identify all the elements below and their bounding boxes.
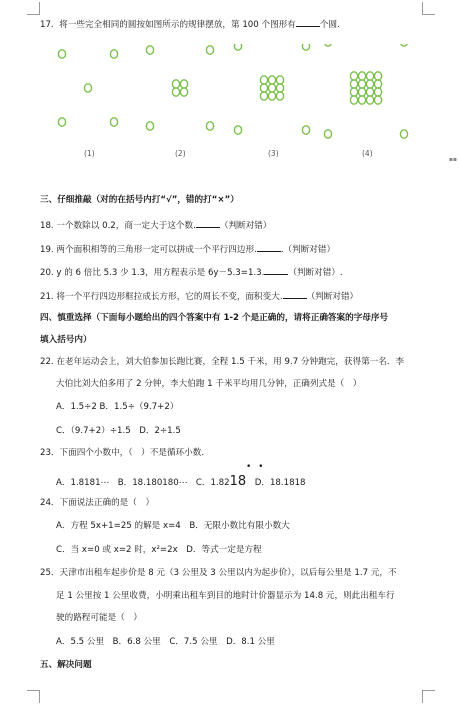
repeating-decimal-dots: • • [246, 462, 266, 472]
pattern-circle [350, 96, 357, 104]
question-25-line3: 驶的路程可能是（ ） [56, 613, 142, 623]
question-17 [40, 18, 439, 31]
q20-text: 20. y 的 6 倍比 5.3 少 1.3，用方程表示是 6y－5.3=1.3. [40, 268, 265, 278]
section-5-heading: 五、解决问题 [40, 660, 92, 670]
q23-options-a-c: A．1.8181⋯ B．18.180180⋯ C．1.82 [56, 478, 230, 488]
question-25-line2: 足 1 公里按 1 公里收费，小明乘出租车到目的地时计价器显示为 14.8 元，则此出租车行 [56, 591, 395, 601]
question-23-options [56, 476, 439, 489]
question-24-line1: 24．下面说法正确的是（ ） [40, 498, 155, 508]
pattern-circle [358, 72, 365, 80]
question-22-line2: 大伯比刘大伯多用了 2 分钟，李大伯跑 1 千米平均用几分钟，正确列式是（ ） [56, 379, 362, 389]
crop-mark-bottom-right [422, 690, 435, 703]
corner-circle [110, 118, 117, 126]
q19-text: 19. 两个面积相等的三角形一定可以拼成一个平行四边形. [40, 245, 257, 255]
q17-number: 17. [40, 20, 54, 30]
question-22-line1: 22. 在老年运动会上，刘大伯参加长跑比赛，全程 1.5 千米，用 9.7 分钟跑完，获得第一名．李 [40, 357, 405, 367]
pattern-circle [268, 76, 275, 84]
corner-circle [110, 50, 117, 58]
q17-text-end: 个圆. [319, 20, 340, 30]
question-22-options-ab: A．1.5÷2 B．1.5÷（9.7+2） [56, 402, 179, 412]
q23-option-d: D．18.1818 [246, 478, 306, 488]
figure-label-2: (2) [175, 149, 186, 158]
pattern-circle [350, 72, 357, 80]
pattern-circle [172, 88, 179, 96]
figure-label-4: (4) [362, 149, 373, 158]
corner-circle [400, 44, 407, 46]
pattern-circle [366, 80, 373, 88]
question-21 [40, 290, 439, 303]
q19-judge: .（判断对错） [280, 245, 336, 255]
corner-circle [58, 118, 65, 126]
pattern-circle [268, 92, 275, 100]
crop-mark-top-right [422, 2, 435, 15]
corner-circle [234, 44, 241, 50]
corner-circle [146, 122, 153, 130]
pattern-circle [260, 84, 267, 92]
pattern-circle [350, 88, 357, 96]
pattern-circle [276, 84, 283, 92]
scan-smudge: ▪▪ [448, 156, 457, 163]
pattern-circle [358, 96, 365, 104]
section-4-heading-line1: 四、慎重选择（下面每小题给出的四个答案中有 1-2 个是正确的，请将正确答案的字母序号 [40, 313, 389, 323]
corner-circle [146, 46, 153, 54]
section-3-heading: 三、仔细推敲（对的在括号内打“√”，错的打“×”） [40, 195, 239, 205]
section-4-heading-line2: 填入括号内） [40, 335, 92, 345]
q21-judge: （判断对错） [306, 292, 359, 302]
pattern-circle [172, 80, 179, 88]
pattern-circle [180, 88, 187, 96]
pattern-circle [374, 72, 381, 80]
pattern-circle [268, 84, 275, 92]
pattern-circle [260, 92, 267, 100]
question-22-options-cd: C．（9.7+2）÷1.5 D．2÷1.5 [56, 426, 181, 436]
pattern-circle [366, 88, 373, 96]
question-24-options-cd: C．当 x=0 或 x=2 时，x²=2x D．等式一定是方程 [56, 545, 262, 555]
question-23-line1: 23．下面四个小数中，（ ）不是循环小数． [40, 448, 210, 458]
q19-answer-blank[interactable] [257, 243, 281, 252]
crop-mark-bottom-left [27, 690, 40, 703]
crop-mark-top-left [27, 2, 40, 15]
pattern-circle [350, 80, 357, 88]
corner-circle [206, 122, 213, 130]
q17-answer-blank[interactable] [296, 18, 320, 27]
circle-pattern-figures [40, 44, 420, 169]
corner-circle [234, 126, 241, 134]
q18-answer-blank[interactable] [196, 219, 220, 228]
corner-circle [324, 130, 331, 138]
pattern-circle [276, 92, 283, 100]
corner-circle [206, 46, 213, 54]
pattern-circle [180, 80, 187, 88]
figure-label-1: (1) [84, 149, 95, 158]
q17-text: 将一些完全相同的圆按如图所示的规律摆放，第 100 个图形有 [59, 20, 296, 30]
pattern-circle [374, 80, 381, 88]
q21-answer-blank[interactable] [283, 290, 307, 299]
question-25-options: A．5.5 公里 B．6.8 公里 C．7.5 公里 D．8.1 公里 [56, 637, 275, 647]
pattern-circle [366, 96, 373, 104]
figure-label-3: (3) [268, 149, 279, 158]
q18-text: 18. 一个数除以 0.2，商一定大于这个数. [40, 221, 196, 231]
q18-judge: （判断对错） [219, 221, 272, 231]
q20-judge: （判断对错）. [288, 268, 343, 278]
q23-repeating-digits: 18 [229, 474, 247, 489]
q20-answer-blank[interactable] [264, 266, 288, 275]
question-19 [40, 243, 439, 256]
corner-circle [302, 126, 309, 134]
question-18 [40, 219, 439, 232]
pattern-circle [374, 88, 381, 96]
question-25-line1: 25．天津市出租车起步价是 8 元（3 公里及 3 公里以内为起步价），以后每公里是 1.7 元，不 [40, 568, 397, 578]
question-24-options-ab: A．方程 5x+1=25 的解是 x=4 B．无限小数比有限小数大 [56, 521, 290, 531]
pattern-circle [84, 84, 91, 92]
pattern-circle [276, 76, 283, 84]
corner-circle [324, 44, 331, 46]
corner-circle [400, 130, 407, 138]
pattern-circle [358, 88, 365, 96]
pattern-circle [260, 76, 267, 84]
question-20 [40, 266, 439, 279]
pattern-circle [374, 96, 381, 104]
corner-circle [58, 50, 65, 58]
pattern-circle [366, 72, 373, 80]
q21-text: 21. 将一个平行四边形框拉成长方形，它的周长不变，面积变大. [40, 292, 283, 302]
pattern-circle [358, 80, 365, 88]
corner-circle [302, 44, 309, 50]
